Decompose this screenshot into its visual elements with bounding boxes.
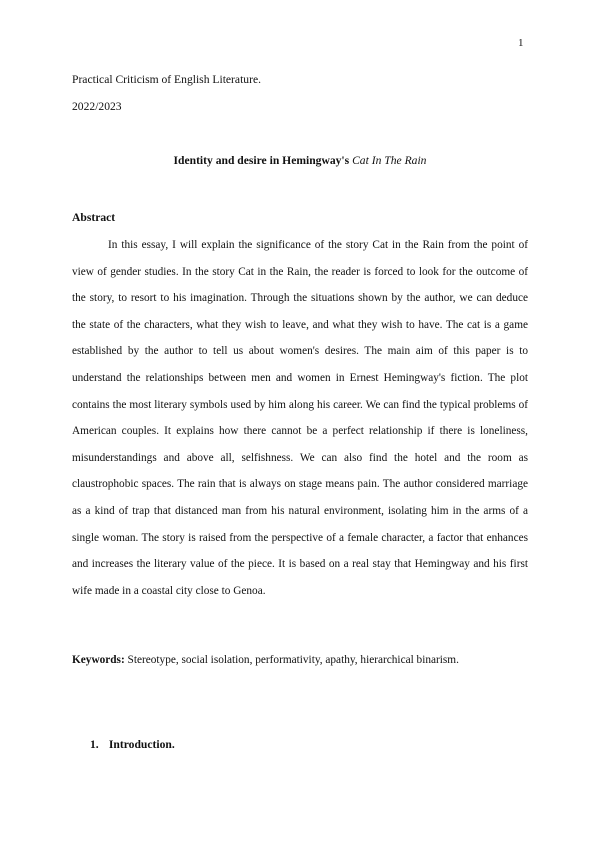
- course-title: Practical Criticism of English Literature.: [72, 73, 261, 86]
- section-title: Introduction.: [108, 738, 175, 751]
- academic-year: 2022/2023: [72, 100, 122, 113]
- keywords-label: Keywords:: [72, 654, 125, 666]
- essay-title: [0, 154, 600, 167]
- essay-title-main: Identity and desire in Hemingway's: [173, 154, 350, 167]
- section-number: 1.: [90, 738, 99, 751]
- abstract-heading: Abstract: [72, 211, 116, 224]
- page-number: 1: [518, 37, 524, 49]
- abstract-body: In this essay, I will explain the significance of the story Cat in the Rain from the point of view of gender studies. In the story Cat in the Rain, the reader is forced to look for the outcome of the story, to resort to his imagination. Through the situations shown by the author, we can deduce the state of the characters, what they wish to leave, and what they wish to have. The cat is a game established by the author to tell us about women's desires. The main aim of this paper is to understand the relationships between men and women in Ernest Hemingway's fiction. The plot contains the most literary symbols used by him along his career. We can find the typical problems of American couples. It explains how there cannot be a perfect relationship if there is loneliness, misunderstandings and above all, selfishness. We can also find the hotel and the room as claustrophobic spaces. The rain that is always on stage means pain. The author considered marriage as a kind of trap that distanced man from his natural environment, isolating him in the arms of a single woman. The story is raised from the perspective of a female character, a factor that enhances and increases the literary value of the piece. It is based on a real stay that Hemingway and his first wife made in a coastal city close to Genoa.: [72, 239, 528, 597]
- section-heading: [90, 738, 175, 751]
- essay-title-italic: Cat In The Rain: [352, 154, 427, 167]
- keywords-text: Stereotype, social isolation, performativity, apathy, hierarchical binarism.: [124, 654, 459, 666]
- keywords-line: [72, 654, 532, 666]
